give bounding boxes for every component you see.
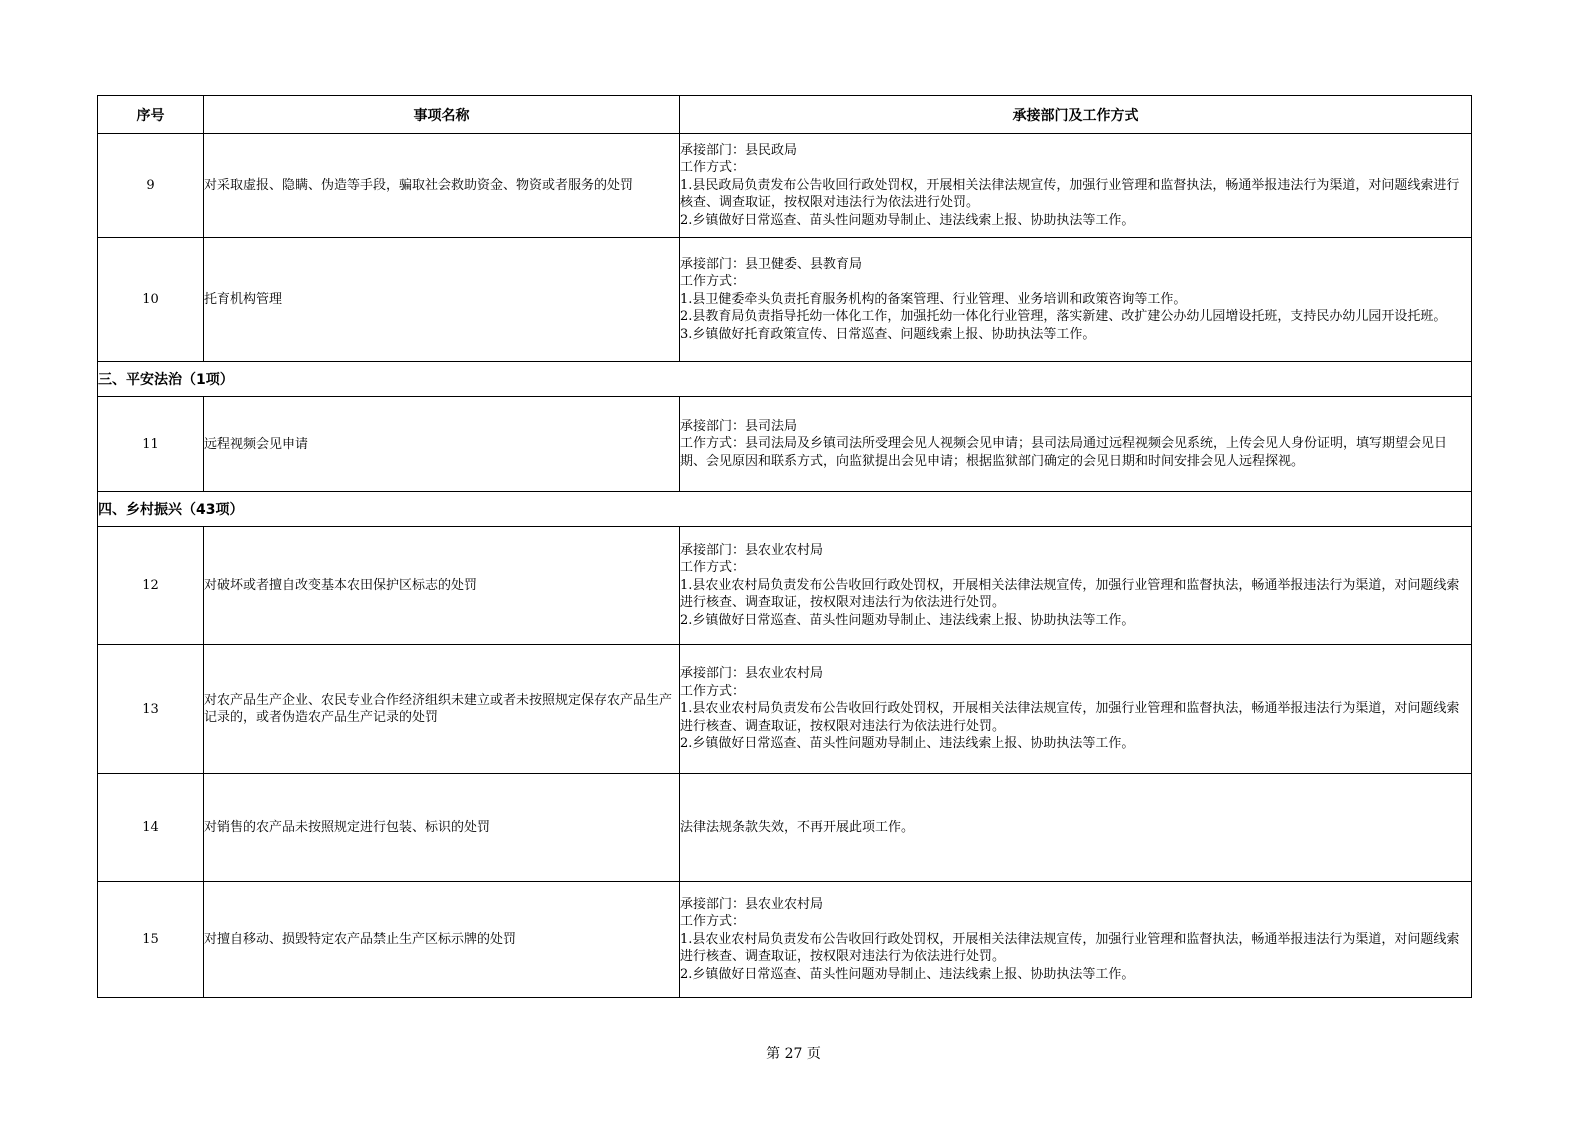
- dept-line: 1.县卫健委牵头负责托育服务机构的备案管理、行业管理、业务培训和政策咨询等工作。: [680, 291, 1187, 307]
- item-index: 15: [98, 882, 204, 998]
- section-title: 三、平安法治（1项）: [98, 362, 1472, 397]
- page-number: 第 27 页: [766, 1046, 821, 1062]
- table-row: [98, 774, 1472, 882]
- dept-line: 承接部门：县农业农村局: [680, 896, 824, 912]
- item-index: 12: [98, 527, 204, 645]
- item-name: 对采取虚报、隐瞒、伪造等手段，骗取社会救助资金、物资或者服务的处罚: [204, 134, 680, 238]
- dept-line: 工作方式：: [680, 914, 746, 930]
- dept-line: 1.县农业农村局负责发布公告收回行政处罚权，开展相关法律法规宣传，加强行业管理和监督执法，畅通举报违法行为渠道，对问题线索进行核查、调查取证，按权限对违法行为依法进行处罚。: [680, 701, 1460, 734]
- dept-line: 承接部门：县农业农村局: [680, 666, 824, 682]
- item-index: 14: [98, 774, 204, 882]
- dept-line: 法律法规条款失效，不再开展此项工作。: [680, 819, 915, 835]
- section-row: [98, 492, 1472, 527]
- table-row: [98, 527, 1472, 645]
- items-table: [97, 95, 1472, 998]
- dept-line: 2.县教育局负责指导托幼一体化工作，加强托幼一体化行业管理，落实新建、改扩建公办幼儿园增设托班，支持民办幼儿园开设托班。: [680, 309, 1447, 325]
- dept-line: 承接部门：县司法局: [680, 418, 798, 434]
- item-name: 对擅自移动、损毁特定农产品禁止生产区标示牌的处罚: [204, 882, 680, 998]
- dept-line: 2.乡镇做好日常巡查、苗头性问题劝导制止、违法线索上报、协助执法等工作。: [680, 212, 1135, 228]
- item-index: 9: [98, 134, 204, 238]
- dept-line: 2.乡镇做好日常巡查、苗头性问题劝导制止、违法线索上报、协助执法等工作。: [680, 966, 1135, 982]
- item-index: 10: [98, 238, 204, 362]
- header-index: 序号: [98, 96, 204, 134]
- table-body: [98, 134, 1472, 998]
- item-index: 13: [98, 645, 204, 774]
- item-dept-method: [680, 645, 1472, 774]
- item-dept-method: [680, 238, 1472, 362]
- dept-line: 承接部门：县卫健委、县教育局: [680, 256, 863, 272]
- dept-line: 承接部门：县农业农村局: [680, 542, 824, 558]
- section-row: [98, 362, 1472, 397]
- table-row: [98, 882, 1472, 998]
- item-dept-method: [680, 774, 1472, 882]
- section-title: 四、乡村振兴（43项）: [98, 492, 1472, 527]
- item-name: 对农产品生产企业、农民专业合作经济组织未建立或者未按照规定保存农产品生产记录的，或者伪造农产品生产记录的处罚: [204, 645, 680, 774]
- item-name: 对破坏或者擅自改变基本农田保护区标志的处罚: [204, 527, 680, 645]
- dept-line: 工作方式：: [680, 160, 746, 176]
- item-dept-method: [680, 397, 1472, 492]
- header-row: [98, 96, 1472, 134]
- dept-line: 3.乡镇做好托育政策宣传、日常巡查、问题线索上报、协助执法等工作。: [680, 326, 1096, 342]
- table-row: [98, 238, 1472, 362]
- table-row: [98, 397, 1472, 492]
- dept-line: 2.乡镇做好日常巡查、苗头性问题劝导制止、违法线索上报、协助执法等工作。: [680, 736, 1135, 752]
- header-dept: 承接部门及工作方式: [680, 96, 1472, 134]
- item-name: 托育机构管理: [204, 238, 680, 362]
- item-dept-method: [680, 882, 1472, 998]
- dept-line: 1.县民政局负责发布公告收回行政处罚权，开展相关法律法规宣传，加强行业管理和监督执法，畅通举报违法行为渠道，对问题线索进行核查、调查取证，按权限对违法行为依法进行处罚。: [680, 177, 1460, 211]
- dept-line: 工作方式：: [680, 274, 746, 290]
- header-name: 事项名称: [204, 96, 680, 134]
- item-dept-method: [680, 527, 1472, 645]
- dept-line: 工作方式：: [680, 683, 746, 699]
- dept-line: 承接部门：县民政局: [680, 142, 798, 158]
- dept-line: 工作方式：县司法局及乡镇司法所受理会见人视频会见申请；县司法局通过远程视频会见系统，上传会见人身份证明，填写期望会见日期、会见原因和联系方式，向监狱提出会见申请；根据监狱部门确定的会见日期和时间安排会见人远程探视。: [680, 436, 1448, 469]
- table-row: [98, 134, 1472, 238]
- table-row: [98, 645, 1472, 774]
- dept-line: 工作方式：: [680, 560, 746, 576]
- item-index: 11: [98, 397, 204, 492]
- dept-line: 1.县农业农村局负责发布公告收回行政处罚权，开展相关法律法规宣传，加强行业管理和监督执法，畅通举报违法行为渠道，对问题线索进行核查、调查取证，按权限对违法行为依法进行处罚。: [680, 577, 1460, 611]
- dept-line: 1.县农业农村局负责发布公告收回行政处罚权，开展相关法律法规宣传，加强行业管理和监督执法，畅通举报违法行为渠道，对问题线索进行核查、调查取证，按权限对违法行为依法进行处罚。: [680, 931, 1460, 965]
- dept-line: 2.乡镇做好日常巡查、苗头性问题劝导制止、违法线索上报、协助执法等工作。: [680, 612, 1135, 628]
- item-dept-method: [680, 134, 1472, 238]
- item-name: 远程视频会见申请: [204, 397, 680, 492]
- item-name: 对销售的农产品未按照规定进行包装、标识的处罚: [204, 774, 680, 882]
